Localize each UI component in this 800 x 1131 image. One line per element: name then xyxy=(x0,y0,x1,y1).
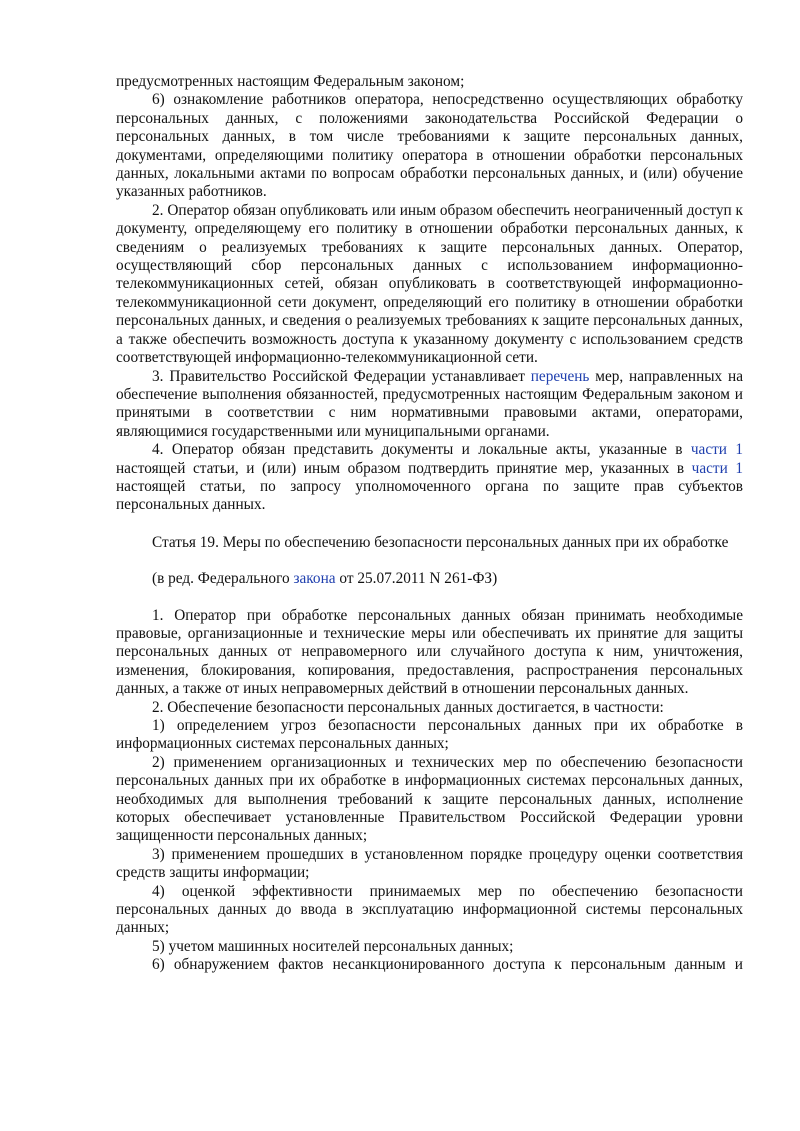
article-heading: Статья 19. Меры по обеспечению безопасности персональных данных при их обработке xyxy=(152,533,729,551)
paragraph-3-text-b: мер, направленных на обеспечение выполнения обязанностей, предусмотренных настоящим Федеральным законом и принятыми в соответствии с ним нормативными правовыми актами, операторами, являющимися государственными или муниципальными органами. xyxy=(116,367,743,440)
article-paragraph-2: 2. Обеспечение безопасности персональных данных достигается, в частности: xyxy=(152,698,664,716)
paragraph-item-6: 6) ознакомление работников оператора, непосредственно осуществляющих обработку персональных данных, с положениями законодательства Российской Федерации о персональных данных, в том числе требованиями к защите персональных данных, документами, определяющими политику оператора в отношении обработки персональных данных, локальными актами по вопросам обработки персональных данных, и (или) обучение указанных работников. xyxy=(116,91,743,201)
list-item-1: 1) определением угроз безопасности персональных данных при их обработке в информационных системах персональных данных; xyxy=(116,717,743,753)
paragraph-3-text-a: 3. Правительство Российской Федерации устанавливает xyxy=(152,367,531,385)
link-zakon[interactable]: закона xyxy=(293,570,336,588)
list-item-3: 3) применением прошедших в установленном порядке процедуру оценки соответствия средств защиты информации; xyxy=(116,845,743,882)
document-page xyxy=(116,73,743,975)
list-item-5: 5) учетом машинных носителей персональных данных; xyxy=(152,937,514,955)
list-item-4: 4) оценкой эффективности принимаемых мер по обеспечению безопасности персональных данных до ввода в эксплуатацию информационной системы персональных данных; xyxy=(116,882,743,937)
paragraph-continuation: предусмотренных настоящим Федеральным законом; xyxy=(116,73,465,90)
list-item-6: 6) обнаружением фактов несанкционированного доступа к персональным данным и xyxy=(152,956,743,974)
link-perechen[interactable]: перечень xyxy=(530,367,590,385)
paragraph-4-text-c: настоящей статьи, по запросу уполномоченного органа по защите прав субъектов персональных данных. xyxy=(116,477,743,514)
paragraph-4-text-b: настоящей статьи, и (или) иным образом подтвердить принятие мер, указанных в xyxy=(116,459,692,477)
paragraph-4-text-a: 4. Оператор обязан представить документы и локальные акты, указанные в xyxy=(152,441,691,459)
list-item-2: 2) применением организационных и технических мер по обеспечению безопасности персональных данных при их обработке в информационных системах персональных данных, необходимых для выполнения требований к защите персональных данных, исполнение которых обеспечивает установленные Правительством Российской Федерации уровни защищенности персональных данных; xyxy=(116,753,743,845)
spacer xyxy=(116,515,743,534)
article-paragraph-1: 1. Оператор при обработке персональных данных обязан принимать необходимые правовые, организационные и технические меры или обеспечивать их принятие для защиты персональных данных от неправомерного или случайного доступа к ним, уничтожения, изменения, блокирования, копирования, предоставления, распространения персональных данных, а также от иных неправомерных действий в отношении персональных данных. xyxy=(116,606,743,698)
paragraph-2: 2. Оператор обязан опубликовать или иным образом обеспечить неограниченный доступ к документу, определяющему его политику в отношении обработки персональных данных, к сведениям о реализуемых требованиях к защите персональных данных. Оператор, осуществляющий сбор персональных данных с использованием информационно-телекоммуникационных сетей, обязан опубликовать в соответствующей информационно-телекоммуникационной сети документ, определяющий его политику в отношении обработки персональных данных, и сведения о реализуемых требованиях к защите персональных данных, а также обеспечить возможность доступа к указанному документу с использованием средств соответствующей информационно-телекоммуникационной сети. xyxy=(116,201,743,367)
spacer xyxy=(116,552,743,570)
amendment-note-text-b: от 25.07.2011 N 261-ФЗ) xyxy=(335,570,498,588)
amendment-note-text-a: (в ред. Федерального xyxy=(152,570,294,588)
link-part-1-first[interactable]: части 1 xyxy=(690,441,743,459)
paragraph-3 xyxy=(116,368,743,442)
amendment-note xyxy=(116,570,743,588)
spacer xyxy=(116,589,743,607)
link-part-1-second[interactable]: части 1 xyxy=(691,459,743,477)
paragraph-4 xyxy=(116,441,743,515)
